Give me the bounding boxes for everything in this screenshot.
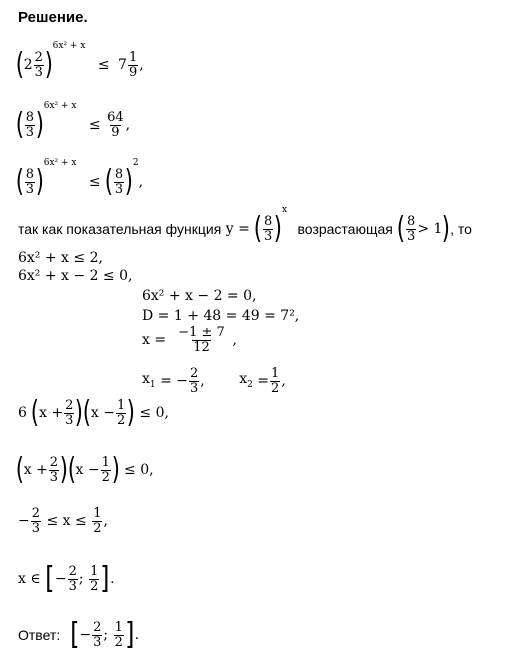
line-answer: Ответ: [− $\frac{2}{3}$ ; $\frac{1}{2}$ ]. bbox=[18, 617, 140, 652]
line-quadratic-equation: 6x² + x − 2 = 0, bbox=[142, 288, 257, 304]
line-factored: (x + $\frac{2}{3}$ )(x − $\frac{1}{2}$ ) ≤ 0, bbox=[15, 452, 154, 487]
line-quadratic-inequality: 6x² + x − 2 ≤ 0, bbox=[18, 268, 133, 284]
fraction-2-3: $\frac{2}{3}$ bbox=[34, 49, 43, 80]
line-discriminant: D = 1 + 48 = 49 = 7², bbox=[142, 308, 300, 324]
line-solution-interval: − $\frac{2}{3}$ ≤ x ≤ $\frac{1}{2}$ , bbox=[18, 506, 108, 536]
line-roots-formula: x = $\frac{-1 \pm 7}{12}$ , bbox=[142, 325, 237, 355]
line-roots: $x_1$ = − $\frac{2}{3}$ , $x_2$ = $\frac{1}{2}$ , bbox=[142, 366, 286, 396]
fraction-8-3: $\frac{8}{3}$ bbox=[25, 109, 34, 140]
line-original-inequality: (2 $\frac{2}{3}$ )6x² + x ≤ 7 $\frac{1}{9}$ , bbox=[15, 41, 144, 82]
line-explanation: так как показательная функция y = ( $\frac{8}{3}$ )x возрастающая ( $\frac{8}{3}$ > 1), то bbox=[18, 205, 472, 246]
line-improper-fractions: ( $\frac{8}{3}$ )6x² + x ≤ $\frac{64}{9}$ , bbox=[15, 101, 131, 142]
solution-heading: Решение. bbox=[18, 9, 88, 26]
line-same-base: ( $\frac{8}{3}$ )6x² + x ≤ ( $\frac{8}{3}$ )2, bbox=[15, 158, 144, 199]
fraction-1-9: $\frac{1}{9}$ bbox=[128, 49, 138, 80]
line-exponent-inequality: 6x² + x ≤ 2, bbox=[18, 250, 103, 266]
exponent: 6x² + x bbox=[52, 41, 86, 51]
fraction-64-9: $\frac{64}{9}$ bbox=[107, 109, 124, 140]
answer-label: Ответ: bbox=[18, 627, 61, 643]
line-set-notation: x ∈ [− $\frac{2}{3}$ ; $\frac{1}{2}$ ]. bbox=[18, 561, 115, 596]
line-factored-with-coefficient: 6 (x + $\frac{2}{3}$ )(x − $\frac{1}{2}$ ) ≤ 0, bbox=[18, 395, 169, 430]
